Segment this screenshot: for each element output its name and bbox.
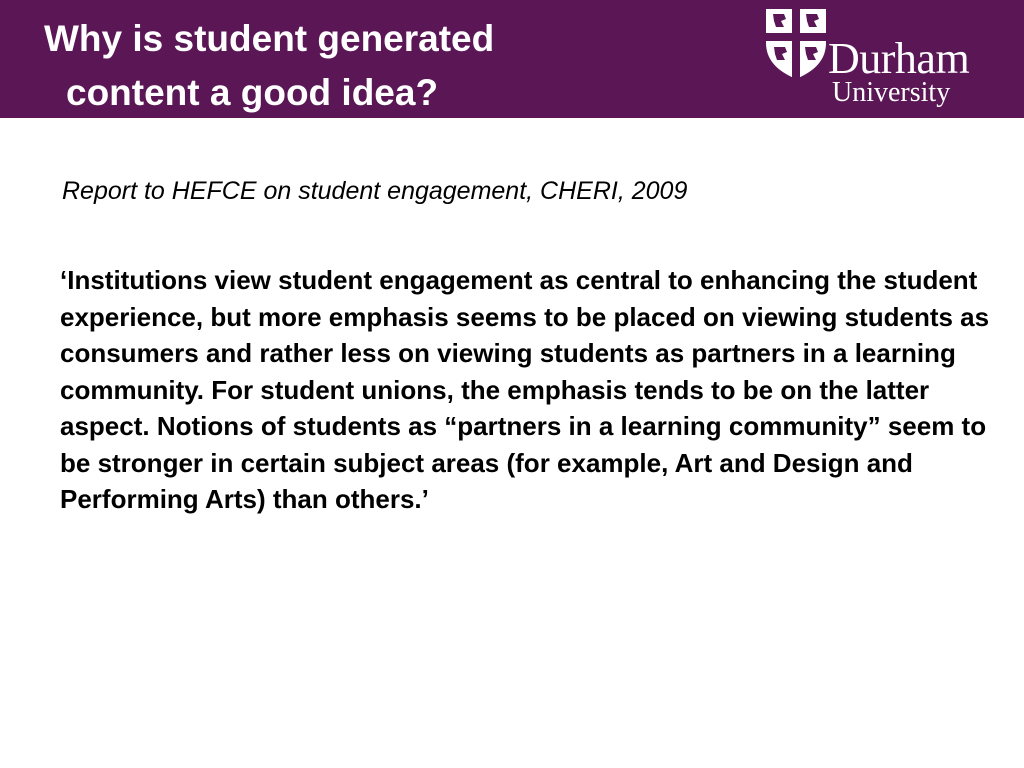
durham-university-logo: [764, 7, 1000, 111]
slide-title-line-2: content a good idea?: [66, 72, 439, 113]
quote-text: ‘Institutions view student engagement as central to enhancing the student experience, but more emphasis seems to be placed on viewing students as consumers and rather less on viewing students as partners in a learning community. For student unions, the emphasis tends to be on the latter aspect. Notions of students as “partners in a learning community” seem to be stronger in certain subject areas (for example, Art and Design and Performing Arts) than others.’: [60, 265, 990, 514]
slide-title-line-1: Why is student generated: [44, 18, 495, 59]
logo-wordmark: Durham: [828, 34, 970, 83]
header-bar: [0, 0, 1024, 118]
logo-subtitle: University: [832, 77, 951, 108]
citation: Report to HEFCE on student engagement, CHERI, 2009: [62, 177, 688, 205]
durham-shield-icon: [764, 7, 828, 81]
